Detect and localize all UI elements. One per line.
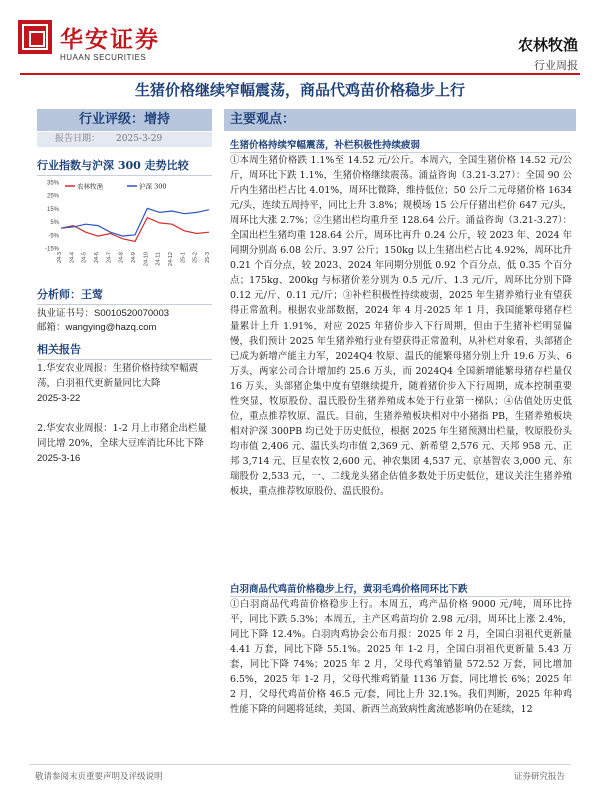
- x-tick-label: 24-5: [81, 252, 88, 264]
- x-tick-label: 24-6: [94, 252, 100, 264]
- related-report-text: 1.华安农业周报：生猪价格持续窄幅震荡，白羽祖代更新量同比大降: [37, 363, 199, 389]
- y-tick-label: -5%: [48, 233, 59, 240]
- y-tick-label: -15%: [44, 246, 59, 253]
- sector-label: 农林牧渔: [517, 36, 578, 54]
- report-date-label: 报告日期：: [55, 134, 101, 144]
- related-report-item[interactable]: [37, 421, 215, 466]
- legend-label: 农林牧渔: [77, 182, 103, 191]
- chart-heading: 行业指数与沪深 300 走势比较: [37, 157, 212, 176]
- analyst-email: 邮箱：wangying@hazq.com: [37, 322, 157, 333]
- logo-text-en: HUAAN SECURITIES: [60, 53, 147, 62]
- x-tick-label: 25-2: [192, 252, 199, 264]
- x-tick-label: 24-3: [57, 252, 63, 264]
- company-logo: [18, 20, 208, 70]
- x-tick-label: 24-8: [118, 252, 125, 264]
- report-date: [37, 132, 212, 147]
- footer-divider: [30, 764, 570, 765]
- analyst-name: 分析师：王莺: [37, 286, 212, 305]
- logo-text-cn: 华安证券: [60, 26, 160, 53]
- section2-title: 白羽商品代鸡苗价格稳步上行，黄羽毛鸡价格同环比下跌: [230, 581, 570, 597]
- section1-body: ①本周生猪价格跌 1.1%至 14.52 元/公斤。本周六，全国生猪价格 14.52 元/公斤，周环比下跌 1.1%，生猪价格继续震荡。涌益咨询（3.21-3.27）：全国 90 公斤内生猪出栏占比 4.01%，周环比微降，维持低位；50 公斤二元母猪价格 1634 元/头，连续五周持平，同比上升 3.8%；规模场 15 公斤仔猪出栏价 647 元/头，周环比大涨 2.7%；②生猪出栏均重升至 128.64 公斤。涌益咨询（3.21-3.27）：全国出栏生猪均重 128.64 公斤，周环比再升 0.24 公斤，较 2023 年、2024 年同期分别高 6.08 公斤、3.97 公斤；150kg 以上生猪出栏占比 4.92%，周环比升 0.21 个百分点，较 2023、2024 年同期分别低 0.92 个百分点、低 0.35 个百分点；175kg、200kg 与标猪价差分别为 0.5 元/斤、1.3 元/斤，周环比分别下降 0.12 元/斤、0.11 元/斤；③补栏积极性持续疲弱，2025 年生猪养殖行业有望获得正常盈利。根据农业部数据，2024 年 4 月-2025 年 1 月，我国能繁母猪存栏量累计上升 1.91%，对应 2025 年猪价步入下行周期，但由于生猪补栏明显偏慢，我们预计 2025 年生猪养殖行业有望获得正常盈利，从补栏对象看，头部猪企已成为新增产能主力军，2024Q4 牧原、温氏的能繁母猪分别上升 19.6 万头、6 万头，两家公司合计增加约 25.6 万头，而 2024Q4 全国新增能繁母猪存栏量仅 16 万头，头部猪企集中度有望继续提升，随着猪价步入下行周期，成本控制重要性突显，牧原股份、温氏股份生猪养殖成本处于行业第一梯队；④估值处历史低位，重点推荐牧原、温氏。目前，生猪养殖板块相对中小猪指 PB，生猪养殖板块相对沪深 300PB 均已处于历史低位，根据 2025 年生猪预测出栏量，牧原股份头均市值 2,406 元、温氏头均市值 2,369 元、新希望 2,576 元、天邦 958 元、正邦 3,714 元、巨星农牧 2,600 元、神农集团 4,537 元、京基智农 3,000 元、东瑞股份 2,533 元，一、二线龙头猪企估值多数处于历史低位，建议关注生猪养殖板块，重点推荐牧原股份、温氏股份。: [230, 155, 572, 498]
- y-tick-label: 25%: [46, 193, 59, 200]
- x-tick-label: 24-4: [69, 252, 76, 264]
- report-date-value: 2025-3-29: [116, 134, 163, 144]
- main-points-heading: 主要观点：: [224, 109, 576, 131]
- industry-rating: 行业评级：增持: [37, 109, 212, 131]
- x-tick-label: 24-12: [168, 252, 174, 267]
- x-tick-label: 24-10: [143, 252, 150, 267]
- x-tick-label: 25-1: [180, 252, 187, 264]
- x-tick-label: 24-7: [106, 252, 113, 264]
- related-report-date: 2025-3-22: [37, 393, 81, 404]
- index-comparison-chart: [37, 176, 212, 276]
- y-tick-label: 35%: [46, 180, 59, 187]
- related-report-date: 2025-3-16: [37, 453, 81, 464]
- footer-report-label: 证券研究报告: [513, 772, 565, 782]
- report-title: 生猪价格继续窄幅震荡，商品代鸡苗价格稳步上行: [134, 81, 465, 99]
- related-reports-heading: 相关报告: [37, 341, 212, 360]
- chart-svg: [37, 176, 212, 276]
- related-report-text: 2.华安农业周报：1-2 月上市猪企出栏量同比增 20%，全球大豆库消比环比下降: [37, 423, 207, 449]
- x-tick-label: 24-11: [155, 252, 162, 266]
- analyst-cert: 执业证书号：S0010520070003: [37, 308, 170, 319]
- section2-body: ①白羽商品代鸡苗价格稳步上行。本周五，鸡产品价格 9000 元/吨，周环比持平，同比下跌 5.3%；本周五，主产区鸡苗均价 2.98 元/羽，周环比上涨 2.4%，同比下降 12.4%。白羽肉鸡协会公布月报：2025 年 2 月，全国白羽祖代更新量 4.41 万套，同比下降 55.1%。2025 年 1-2 月，全国白羽祖代更新量 5.43 万套，同比下降 74%；2025 年 2 月，父母代鸡雏销量 572.52 万套，同比增加 6.5%，2025 年 1-2 月，父母代维鸡销量 1136 万套，同比增长 6%；2025 年 2 月，父母代鸡苗价格 46.5 元/套，同比上升 32.1%。我们判断，2025 年种鸡性能下降的问题将延续，美国、新西兰高致病性禽流感影响仍在延续，12: [230, 599, 572, 716]
- related-report-item[interactable]: [37, 361, 215, 406]
- logo-seal-icon: [18, 20, 52, 54]
- header-divider: [20, 73, 580, 75]
- footer-disclaimer: 敬请参阅末页重要声明及评级说明: [35, 772, 163, 782]
- y-tick-label: 15%: [46, 206, 59, 213]
- x-tick-label: 24-9: [131, 252, 137, 264]
- x-tick-label: 25-3: [205, 252, 211, 264]
- series-line: [61, 218, 209, 242]
- y-tick-label: 5%: [50, 220, 59, 227]
- legend-label: 沪深 300: [139, 182, 167, 191]
- section1-title: 生猪价格持续窄幅震荡，补栏积极性持续疲弱: [230, 137, 570, 153]
- report-type-label: 行业周报: [534, 59, 578, 72]
